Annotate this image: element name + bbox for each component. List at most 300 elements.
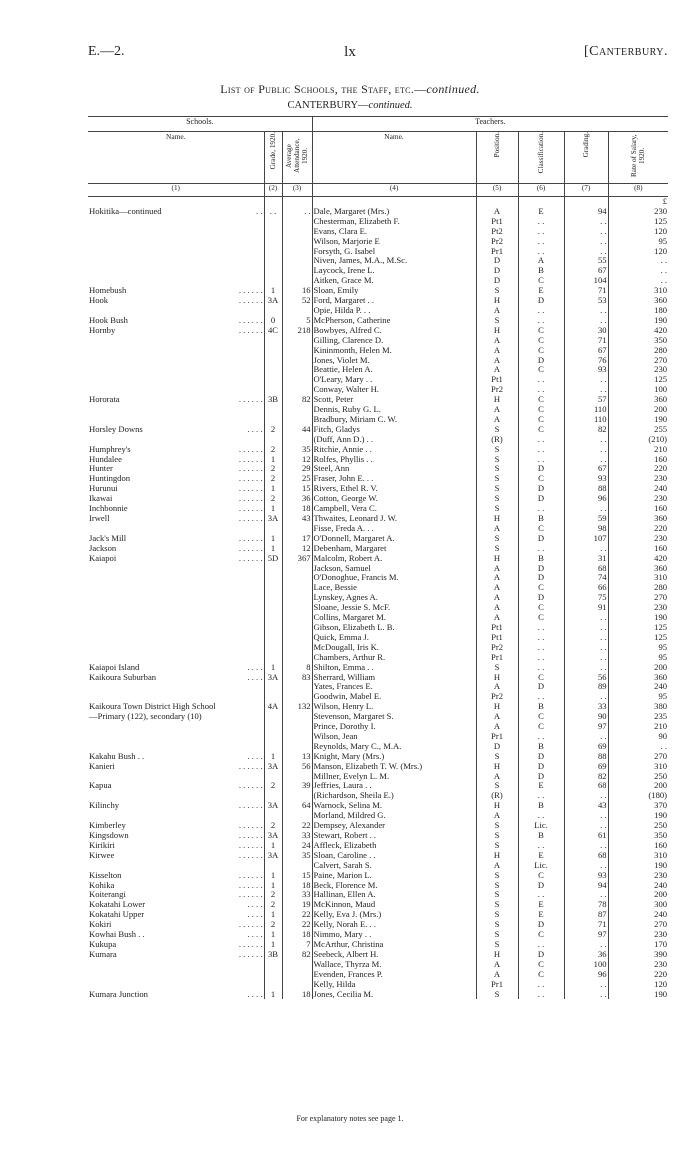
col-grading: Grading. — [564, 132, 608, 184]
col-teacher-name: Name. — [312, 132, 476, 184]
teacher-classification: D — [518, 494, 564, 504]
school-attendance: 39 — [282, 781, 312, 791]
teacher-name: Bowbyes, Alfred C. — [312, 326, 476, 336]
teacher-classification: . . — [518, 504, 564, 514]
teacher-salary: 230 — [608, 207, 668, 217]
teacher-salary: 240 — [608, 682, 668, 692]
school-attendance — [282, 276, 312, 286]
school-attendance: 24 — [282, 841, 312, 851]
table-row — [88, 306, 668, 316]
school-name-text: Homebush — [89, 286, 127, 296]
school-attendance — [282, 861, 312, 871]
school-name — [88, 256, 264, 266]
col-num-7: (7) — [564, 183, 608, 196]
teacher-grading: . . — [564, 890, 608, 900]
school-name-text: Huntingdon — [89, 474, 131, 484]
teacher-name: Dale, Margaret (Mrs.) — [312, 207, 476, 217]
teacher-classification: . . — [518, 247, 564, 257]
page-header-right: [Canterbury. — [583, 44, 668, 59]
teacher-position: A — [476, 207, 518, 217]
teacher-position: A — [476, 365, 518, 375]
table-row — [88, 960, 668, 970]
table-row — [88, 247, 668, 257]
school-attendance: 25 — [282, 474, 312, 484]
school-name-text: Kaiapoi — [89, 553, 117, 563]
school-grade: 2 — [264, 890, 282, 900]
teacher-position: H — [476, 554, 518, 564]
teacher-grading: 98 — [564, 524, 608, 534]
school-name-text: Kokatahi Lower — [89, 900, 146, 910]
teacher-classification: C — [518, 346, 564, 356]
table-row — [88, 910, 668, 920]
school-name — [88, 524, 264, 534]
school-grade — [264, 564, 282, 574]
school-attendance — [282, 811, 312, 821]
teacher-classification: B — [518, 742, 564, 752]
school-grade: 3A — [264, 514, 282, 524]
school-grade: 3B — [264, 395, 282, 405]
school-grade: 1 — [264, 286, 282, 296]
teacher-grading: 110 — [564, 415, 608, 425]
school-name — [88, 841, 264, 851]
school-name — [88, 544, 264, 554]
teacher-salary: 250 — [608, 821, 668, 831]
table-row — [88, 692, 668, 702]
teacher-salary: 95 — [608, 653, 668, 663]
leader-dots: . . . . . . — [238, 761, 263, 771]
leader-dots: . . . . . . — [238, 821, 263, 831]
school-attendance: 22 — [282, 920, 312, 930]
leader-dots: . . . . . . — [238, 543, 263, 553]
teacher-classification: . . — [518, 643, 564, 653]
school-grade: 3A — [264, 673, 282, 683]
school-grade — [264, 811, 282, 821]
teacher-grading: 93 — [564, 365, 608, 375]
table-row — [88, 554, 668, 564]
table-row — [88, 544, 668, 554]
teacher-name: Stewart, Robert . . — [312, 831, 476, 841]
column-number-row — [88, 183, 668, 196]
group-schools: Schools. — [88, 117, 312, 132]
teacher-classification: D — [518, 564, 564, 574]
teacher-classification: C — [518, 474, 564, 484]
school-attendance: 17 — [282, 534, 312, 544]
teacher-position: A — [476, 861, 518, 871]
teacher-salary: 160 — [608, 841, 668, 851]
teacher-salary: 360 — [608, 395, 668, 405]
table-row — [88, 950, 668, 960]
leader-dots: . . . . . . — [238, 395, 263, 405]
teacher-grading: 75 — [564, 593, 608, 603]
leader-dots: . . . . . . — [238, 949, 263, 959]
teacher-classification: C — [518, 395, 564, 405]
school-grade — [264, 772, 282, 782]
teacher-grading: . . — [564, 445, 608, 455]
teacher-classification: B — [518, 702, 564, 712]
school-name — [88, 247, 264, 257]
teacher-name: Dennis, Ruby G. L. — [312, 405, 476, 415]
teacher-salary: 210 — [608, 722, 668, 732]
teacher-position: S — [476, 940, 518, 950]
school-attendance: 83 — [282, 673, 312, 683]
col-grade: Grade, 1920. — [264, 132, 282, 184]
teacher-classification: C — [518, 276, 564, 286]
school-attendance — [282, 603, 312, 613]
school-attendance — [282, 653, 312, 663]
teacher-salary: 360 — [608, 514, 668, 524]
teacher-grading: . . — [564, 306, 608, 316]
school-grade — [264, 623, 282, 633]
school-name — [88, 831, 264, 841]
teacher-position: A — [476, 603, 518, 613]
teacher-grading: . . — [564, 732, 608, 742]
teacher-salary: 240 — [608, 484, 668, 494]
teacher-position: H — [476, 326, 518, 336]
teacher-grading: 66 — [564, 583, 608, 593]
school-name — [88, 692, 264, 702]
school-name-text: Kumara Junction — [89, 989, 148, 999]
teacher-position: H — [476, 296, 518, 306]
table-row — [88, 781, 668, 791]
teacher-salary: 125 — [608, 633, 668, 643]
school-attendance: 35 — [282, 851, 312, 861]
school-grade — [264, 227, 282, 237]
teacher-position: S — [476, 990, 518, 1000]
teacher-salary: 200 — [608, 781, 668, 791]
teacher-salary: . . — [608, 256, 668, 266]
teacher-salary: 270 — [608, 356, 668, 366]
school-name — [88, 405, 264, 415]
pound-row — [88, 196, 668, 207]
teacher-position: A — [476, 573, 518, 583]
teacher-grading: 78 — [564, 900, 608, 910]
teacher-name: Prince, Dorothy I. — [312, 722, 476, 732]
teacher-grading: . . — [564, 623, 608, 633]
teacher-salary: 255 — [608, 425, 668, 435]
teacher-classification: . . — [518, 811, 564, 821]
teacher-position: A — [476, 346, 518, 356]
teacher-salary: (210) — [608, 435, 668, 445]
teacher-classification: B — [518, 514, 564, 524]
school-name-text: Kanieri — [89, 761, 115, 771]
teacher-name: Wilson, Marjorie E — [312, 237, 476, 247]
teacher-grading: . . — [564, 861, 608, 871]
teacher-name: Sloan, Emily — [312, 286, 476, 296]
table-row — [88, 930, 668, 940]
school-attendance: 22 — [282, 821, 312, 831]
teacher-salary: 230 — [608, 871, 668, 881]
teacher-position: A — [476, 356, 518, 366]
school-attendance — [282, 564, 312, 574]
teacher-salary: 310 — [608, 573, 668, 583]
table-row — [88, 633, 668, 643]
school-grade: 3A — [264, 801, 282, 811]
table-row — [88, 811, 668, 821]
teacher-grading: 68 — [564, 564, 608, 574]
school-grade: 1 — [264, 930, 282, 940]
col-school-name: Name. — [88, 132, 264, 184]
school-name-text: Koiterangi — [89, 890, 126, 900]
teacher-position: A — [476, 722, 518, 732]
school-attendance: 18 — [282, 930, 312, 940]
teacher-classification: . . — [518, 653, 564, 663]
school-name-text: Kohika — [89, 880, 115, 890]
teacher-classification: C — [518, 326, 564, 336]
school-grade: 5D — [264, 554, 282, 564]
teacher-name: Shilton, Emma . . — [312, 663, 476, 673]
school-attendance — [282, 524, 312, 534]
teacher-position: S — [476, 821, 518, 831]
school-name — [88, 762, 264, 772]
school-attendance: 13 — [282, 752, 312, 762]
school-name — [88, 851, 264, 861]
group-teachers: Teachers. — [312, 117, 668, 132]
leader-dots: . . . . . . — [238, 831, 263, 840]
school-name — [88, 960, 264, 970]
teacher-classification: E — [518, 910, 564, 920]
school-grade — [264, 712, 282, 722]
teacher-position: A — [476, 524, 518, 534]
table-row — [88, 494, 668, 504]
teacher-salary: 125 — [608, 217, 668, 227]
teacher-name: Affleck, Elizabeth — [312, 841, 476, 851]
school-name — [88, 336, 264, 346]
school-name — [88, 633, 264, 643]
school-name — [88, 583, 264, 593]
school-name — [88, 464, 264, 474]
table-row — [88, 365, 668, 375]
teacher-grading: 93 — [564, 871, 608, 881]
teacher-position: A — [476, 682, 518, 692]
teacher-salary: 300 — [608, 900, 668, 910]
teacher-salary: 95 — [608, 643, 668, 653]
teacher-salary: 270 — [608, 920, 668, 930]
school-attendance — [282, 742, 312, 752]
school-name — [88, 356, 264, 366]
school-name — [88, 781, 264, 791]
school-name — [88, 613, 264, 623]
leader-dots: . . . . . . — [238, 801, 263, 811]
teacher-classification: B — [518, 554, 564, 564]
teacher-classification: D — [518, 950, 564, 960]
teacher-position: A — [476, 772, 518, 782]
school-name — [88, 573, 264, 583]
teacher-position: A — [476, 613, 518, 623]
col-num-3: (3) — [282, 183, 312, 196]
teacher-position: Pt1 — [476, 375, 518, 385]
teacher-classification: C — [518, 673, 564, 683]
school-name — [88, 682, 264, 692]
teacher-grading: 93 — [564, 474, 608, 484]
school-grade — [264, 583, 282, 593]
school-name-text: Hornby — [89, 325, 116, 335]
table-row — [88, 514, 668, 524]
teacher-name: Wilson, Henry L. — [312, 702, 476, 712]
teacher-name: Dempsey, Alexander — [312, 821, 476, 831]
teacher-salary: 230 — [608, 474, 668, 484]
table-row — [88, 415, 668, 425]
teacher-grading: 88 — [564, 752, 608, 762]
school-name — [88, 306, 264, 316]
teacher-name: (Richardson, Sheila E.) — [312, 791, 476, 801]
school-grade — [264, 980, 282, 990]
teacher-position: S — [476, 474, 518, 484]
school-name-text: Kilinchy — [89, 801, 120, 811]
school-name-text: Kapua — [89, 781, 112, 791]
teacher-grading: 76 — [564, 356, 608, 366]
school-name-text: Hook — [89, 296, 109, 306]
leader-dots: . . . . . . — [238, 504, 263, 514]
leader-dots: . . . . — [247, 662, 263, 672]
school-name-text: Kaikoura Suburban — [89, 672, 157, 682]
school-attendance — [282, 405, 312, 415]
teacher-salary: 360 — [608, 673, 668, 683]
teacher-classification: D — [518, 534, 564, 544]
school-grade — [264, 692, 282, 702]
teacher-name: McDougall, Iris K. — [312, 643, 476, 653]
teacher-position: Pr1 — [476, 732, 518, 742]
school-attendance: 18 — [282, 504, 312, 514]
leader-dots: . . . . . . — [238, 325, 263, 335]
school-attendance — [282, 643, 312, 653]
teacher-grading: 97 — [564, 930, 608, 940]
teacher-name: Kelly, Hilda — [312, 980, 476, 990]
school-attendance: 44 — [282, 425, 312, 435]
teacher-position: A — [476, 970, 518, 980]
teacher-position: Pt1 — [476, 217, 518, 227]
school-attendance: 36 — [282, 494, 312, 504]
teacher-position: A — [476, 415, 518, 425]
school-attendance: 218 — [282, 326, 312, 336]
school-grade — [264, 217, 282, 227]
school-name-text: Jack's Mill — [89, 533, 127, 543]
school-name — [88, 266, 264, 276]
school-name — [88, 494, 264, 504]
school-grade: 2 — [264, 920, 282, 930]
teacher-name: Seebeck, Albert H. — [312, 950, 476, 960]
teacher-grading: . . — [564, 247, 608, 257]
school-attendance — [282, 435, 312, 445]
table-row — [88, 256, 668, 266]
column-header-row — [88, 132, 668, 184]
school-name — [88, 930, 264, 940]
table-row — [88, 385, 668, 395]
school-name — [88, 296, 264, 306]
teacher-classification: . . — [518, 375, 564, 385]
teacher-salary: 180 — [608, 306, 668, 316]
teacher-grading: 90 — [564, 712, 608, 722]
table-row — [88, 593, 668, 603]
school-name — [88, 881, 264, 891]
teacher-grading: 57 — [564, 395, 608, 405]
teacher-position: S — [476, 841, 518, 851]
table-row — [88, 970, 668, 980]
school-name — [88, 742, 264, 752]
teacher-grading: . . — [564, 544, 608, 554]
school-grade — [264, 653, 282, 663]
table-row — [88, 504, 668, 514]
teacher-salary: 250 — [608, 772, 668, 782]
teacher-name: Morland, Mildred G. — [312, 811, 476, 821]
table-row — [88, 356, 668, 366]
teacher-salary: 210 — [608, 445, 668, 455]
school-name-text: Kirwee — [89, 850, 115, 860]
table-row — [88, 940, 668, 950]
title-main: List of Public Schools, the Staff, etc.— — [220, 82, 427, 96]
school-name — [88, 900, 264, 910]
school-name — [88, 950, 264, 960]
school-name — [88, 514, 264, 524]
school-grade: 1 — [264, 881, 282, 891]
leader-dots: . . . . — [247, 910, 263, 920]
school-attendance — [282, 722, 312, 732]
teacher-position: Pr2 — [476, 385, 518, 395]
teacher-salary: 360 — [608, 296, 668, 306]
table-row — [88, 276, 668, 286]
leader-dots: . . . . . . — [238, 781, 263, 791]
school-grade: 1 — [264, 504, 282, 514]
teacher-name: Malcolm, Robert A. — [312, 554, 476, 564]
teacher-name: Hallinan, Ellen A. — [312, 890, 476, 900]
teacher-classification: C — [518, 524, 564, 534]
teacher-salary: 270 — [608, 593, 668, 603]
leader-dots: . . . . . . — [238, 315, 263, 325]
page-number: lx — [344, 44, 356, 60]
school-grade: 1 — [264, 534, 282, 544]
teacher-salary: 390 — [608, 950, 668, 960]
table-row — [88, 663, 668, 673]
teacher-position: Pt1 — [476, 623, 518, 633]
teacher-grading: 104 — [564, 276, 608, 286]
leader-dots: . . . . . . — [238, 553, 263, 563]
group-header-row — [88, 117, 668, 132]
teacher-name: Thwaites, Leonard J. W. — [312, 514, 476, 524]
school-grade — [264, 306, 282, 316]
school-name — [88, 554, 264, 564]
teacher-grading: 31 — [564, 554, 608, 564]
school-attendance: 15 — [282, 484, 312, 494]
school-attendance: 29 — [282, 464, 312, 474]
teacher-classification: B — [518, 801, 564, 811]
teacher-grading: 43 — [564, 801, 608, 811]
table-row — [88, 871, 668, 881]
teacher-classification: A — [518, 256, 564, 266]
teacher-grading: 71 — [564, 920, 608, 930]
teacher-position: A — [476, 593, 518, 603]
teacher-grading: . . — [564, 811, 608, 821]
teacher-classification: C — [518, 722, 564, 732]
teacher-grading: 94 — [564, 207, 608, 217]
school-name-text: Kowhai Bush . . — [89, 930, 145, 940]
school-attendance — [282, 613, 312, 623]
school-grade: 4A — [264, 702, 282, 712]
school-grade: 3A — [264, 831, 282, 841]
teacher-salary: 170 — [608, 940, 668, 950]
teacher-classification: C — [518, 603, 564, 613]
school-grade: 1 — [264, 940, 282, 950]
teacher-salary: 310 — [608, 286, 668, 296]
school-grade — [264, 375, 282, 385]
school-grade — [264, 237, 282, 247]
school-grade: 2 — [264, 821, 282, 831]
teacher-salary: 160 — [608, 544, 668, 554]
school-name — [88, 346, 264, 356]
school-name — [88, 732, 264, 742]
teacher-grading: . . — [564, 692, 608, 702]
school-grade: 1 — [264, 990, 282, 1000]
school-name — [88, 365, 264, 375]
school-name-text: Humphrey's — [89, 444, 131, 454]
